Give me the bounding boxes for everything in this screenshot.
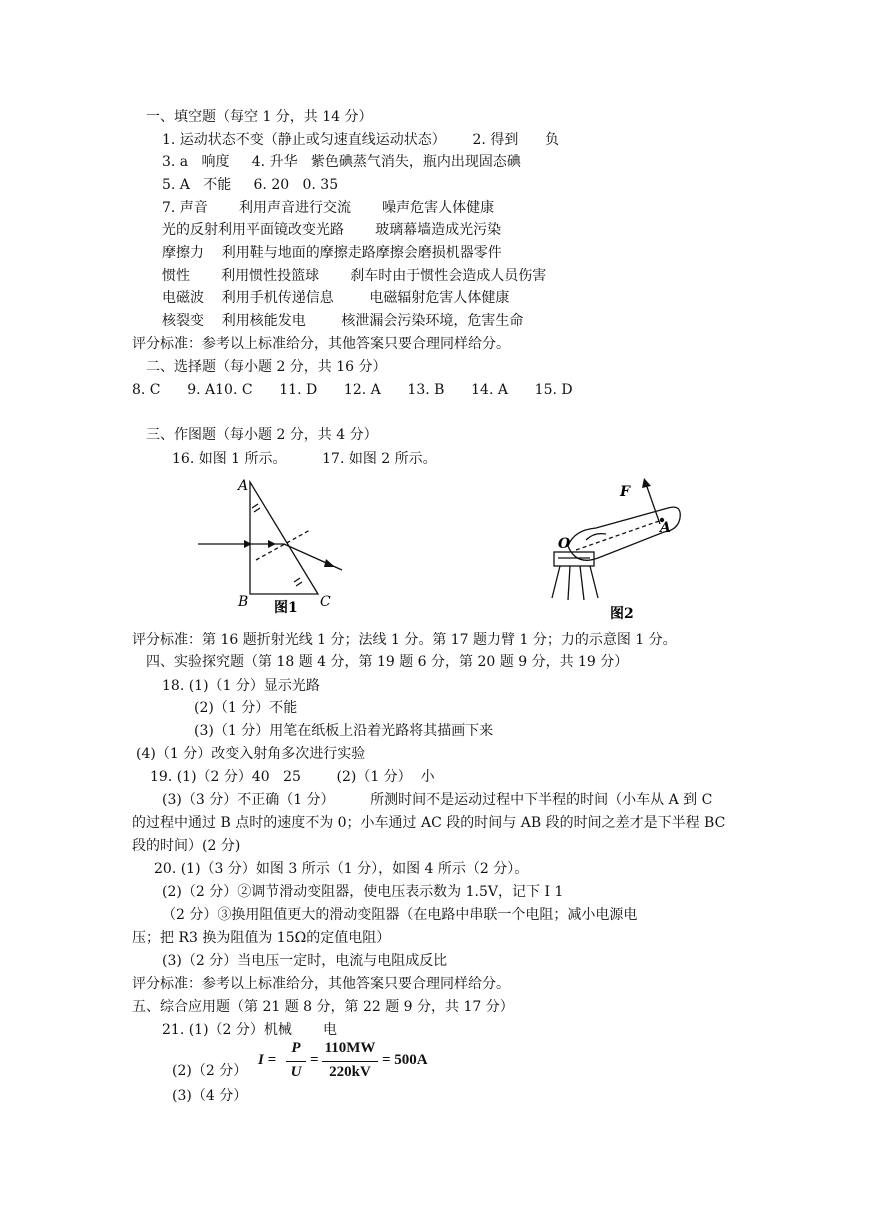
formula-lhs: I = xyxy=(258,1052,277,1068)
choice-answers: 8. C 9. A10. C 11. D 12. A 13. B 14. A 15. D xyxy=(132,382,573,398)
figure-1-prism-diagram xyxy=(190,474,350,614)
section-4-title: 四、实验探究题（第 18 题 4 分，第 19 题 6 分，第 20 题 9 分，共 19 分） xyxy=(146,654,629,670)
answer-line: (4)（1 分）改变入射角多次进行实验 xyxy=(136,746,366,762)
answer-line: (3)（1 分）用笔在纸板上沿着光路将其描画下来 xyxy=(194,723,494,739)
formula-eq-1: = xyxy=(310,1052,319,1068)
lever-arm-line xyxy=(576,520,662,550)
label-a-point: A xyxy=(660,520,671,536)
fraction-bar xyxy=(322,1061,378,1062)
answer-line: 20. (1)（3 分）如图 3 所示（1 分），如图 4 所示（2 分）。 xyxy=(154,861,529,877)
formula-den-2: 220kV xyxy=(329,1064,371,1080)
answer-line: (2)（2 分） xyxy=(172,1063,248,1079)
label-o: O xyxy=(558,536,571,552)
refracted-arrow xyxy=(324,559,335,567)
stand-leg xyxy=(552,566,560,598)
section-2-title: 二、选择题（每小题 2 分，共 16 分） xyxy=(146,359,387,375)
answer-line: 压；把 R3 换为阻值为 15Ω的定值电阻） xyxy=(132,930,391,946)
section-1-title: 一、填空题（每空 1 分，共 14 分） xyxy=(146,109,373,125)
stand-leg xyxy=(580,566,584,600)
answer-line: (2)（1 分）不能 xyxy=(194,700,298,716)
answer-line: (3)（3 分）不正确（1 分） 所测时间不是运动过程中下半程的时间（小车从 A 到 C xyxy=(162,792,713,808)
formula xyxy=(258,1040,458,1086)
formula-num-2: 110MW xyxy=(324,1040,376,1056)
label-f: F xyxy=(620,484,630,500)
force-arrowhead xyxy=(642,478,651,488)
answer-line: (3)（4 分） xyxy=(172,1088,248,1104)
stand-leg xyxy=(568,566,570,600)
answer-line: 7. 声音 利用声音进行交流 噪声危害人体健康 xyxy=(162,200,495,216)
figure-2-lever-diagram xyxy=(540,474,700,624)
label-a: A xyxy=(238,478,249,494)
normal-line xyxy=(256,530,310,560)
answer-line: 1. 运动状态不变（静止或匀速直线运动状态） 2. 得到 负 xyxy=(162,132,560,148)
grading-note: 评分标准：参考以上标准给分，其他答案只要合理同样给分。 xyxy=(132,976,510,992)
answer-line: 光的反射利用平面镜改变光路 玻璃幕墙造成光污染 xyxy=(162,222,502,238)
answer-line: 电磁波 利用手机传递信息 电磁辐射危害人体健康 xyxy=(162,290,510,306)
answer-line: 段的时间）(2 分) xyxy=(132,838,241,854)
answer-line: 16. 如图 1 所示。 17. 如图 2 所示。 xyxy=(172,451,437,467)
fraction-bar xyxy=(286,1061,306,1062)
answer-line: 19. (1)（2 分）40 25 (2)（1 分） 小 xyxy=(150,769,435,785)
answer-line: 的过程中通过 B 点时的速度不为 0；小车通过 AC 段的时间与 AB 段的时间之差才是下半程 BC xyxy=(132,815,726,831)
answer-line: 5. A 不能 6. 20 0. 35 xyxy=(162,177,339,193)
force-arrow-line xyxy=(646,484,660,524)
inside-arrow xyxy=(268,540,276,548)
grading-note: 评分标准：参考以上标准给分，其他答案只要合理同样给分。 xyxy=(132,336,510,352)
prism-triangle xyxy=(250,482,318,594)
formula-result: = 500A xyxy=(382,1052,428,1068)
answer-line: 惯性 利用惯性投篮球 刹车时由于惯性会造成人员伤害 xyxy=(162,268,547,284)
label-c: C xyxy=(320,594,331,610)
label-b: B xyxy=(238,594,249,610)
stand-leg xyxy=(590,566,598,598)
figure-1-caption: 图1 xyxy=(274,600,298,614)
figure-2-caption: 图2 xyxy=(610,606,634,622)
answer-line: 21. (1)（2 分）机械 电 xyxy=(162,1022,338,1038)
section-3-title: 三、作图题（每小题 2 分，共 4 分） xyxy=(146,427,378,443)
formula-den-1: U xyxy=(290,1064,302,1080)
section-5-title: 五、综合应用题（第 21 题 8 分，第 22 题 9 分，共 17 分） xyxy=(132,999,514,1015)
answer-line: 核裂变 利用核能发电 核泄漏会污染环境，危害生命 xyxy=(162,313,524,329)
answer-line: （2 分）③换用阻值更大的滑动变阻器（在电路中串联一个电阻；减小电源电 xyxy=(162,907,638,923)
answer-line: (2)（2 分）②调节滑动变阻器，使电压表示数为 1.5V，记下 I 1 xyxy=(162,884,564,900)
answer-line: (3)（2 分）当电压一定时，电流与电阻成反比 xyxy=(162,953,448,969)
answer-line: 18. (1)（1 分）显示光路 xyxy=(162,678,320,694)
answer-line: 3. a 响度 4. 升华 紫色碘蒸气消失，瓶内出现固态碘 xyxy=(162,154,521,170)
hinge-block xyxy=(554,552,594,566)
answer-line: 摩擦力 利用鞋与地面的摩擦走路摩擦会磨损机器零件 xyxy=(162,245,502,261)
grading-note: 评分标准：第 16 题折射光线 1 分；法线 1 分。第 17 题力臂 1 分；力的示意图 1 分。 xyxy=(132,632,677,648)
formula-num-1: P xyxy=(291,1040,301,1056)
